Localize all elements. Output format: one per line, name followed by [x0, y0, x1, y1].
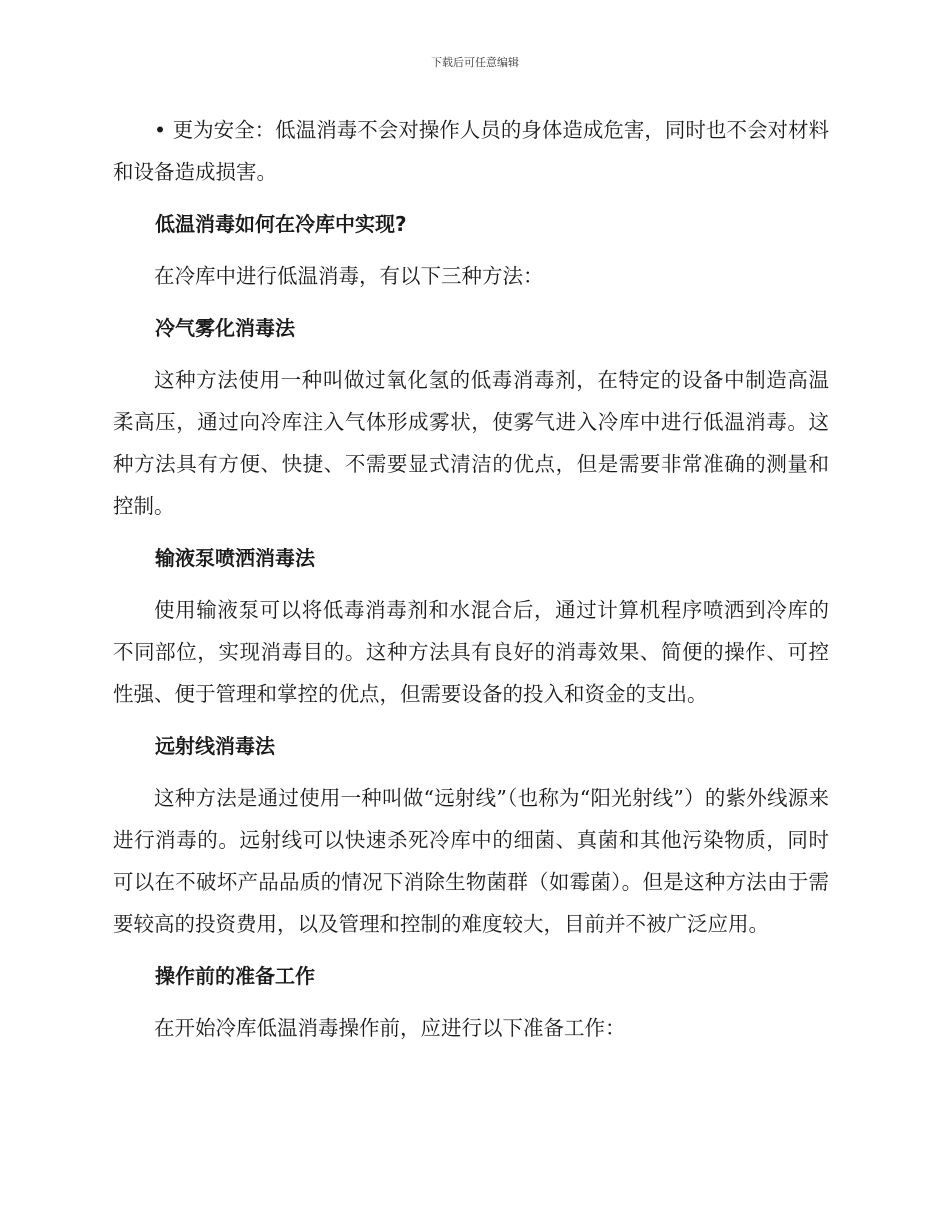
heading-cold-mist: 冷气雾化消毒法: [155, 316, 295, 340]
document-body: [113, 109, 829, 1059]
paragraph-far-ray: 这种方法是通过使用一种叫做“远射线”（也称为“阳光射线”）的紫外线源来进行消毒的。远射线可以快速杀死冷库中的细菌、真菌和其他污染物质，同时可以在不破坏产品品质的情况下消除生物菌群（如霉菌）。但是这种方法由于需要较高的投资费用，以及管理和控制的难度较大，目前并不被广泛应用。: [113, 786, 829, 936]
heading-preparation: 操作前的准备工作: [155, 964, 315, 988]
paragraph-preparation: 在开始冷库低温消毒操作前，应进行以下准备工作：: [154, 1016, 626, 1040]
paragraph-safety: • 更为安全：低温消毒不会对操作人员的身体造成危害，同时也不会对材料和设备造成损害。: [113, 118, 829, 184]
heading-pump-spray: 输液泵喷洒消毒法: [155, 546, 315, 570]
paragraph-pump-spray: 使用输液泵可以将低毒消毒剂和水混合后，通过计算机程序喷洒到冷库的不同部位，实现消毒目的。这种方法具有良好的消毒效果、简便的操作、可控性强、便于管理和掌控的优点，但需要设备的投入和资金的支出。: [113, 598, 829, 706]
heading-how-implement: 低温消毒如何在冷库中实现?: [155, 212, 407, 236]
page-header: 下载后可任意编辑: [431, 56, 519, 69]
paragraph-three-methods: 在冷库中进行低温消毒，有以下三种方法：: [154, 264, 544, 288]
paragraph-cold-mist: 这种方法使用一种叫做过氧化氢的低毒消毒剂，在特定的设备中制造高温柔高压，通过向冷库注入气体形成雾状，使雾气进入冷库中进行低温消毒。这种方法具有方便、快捷、不需要显式清洁的优点，但是需要非常准确的测量和控制。: [113, 368, 829, 518]
heading-far-ray: 远射线消毒法: [155, 734, 275, 758]
